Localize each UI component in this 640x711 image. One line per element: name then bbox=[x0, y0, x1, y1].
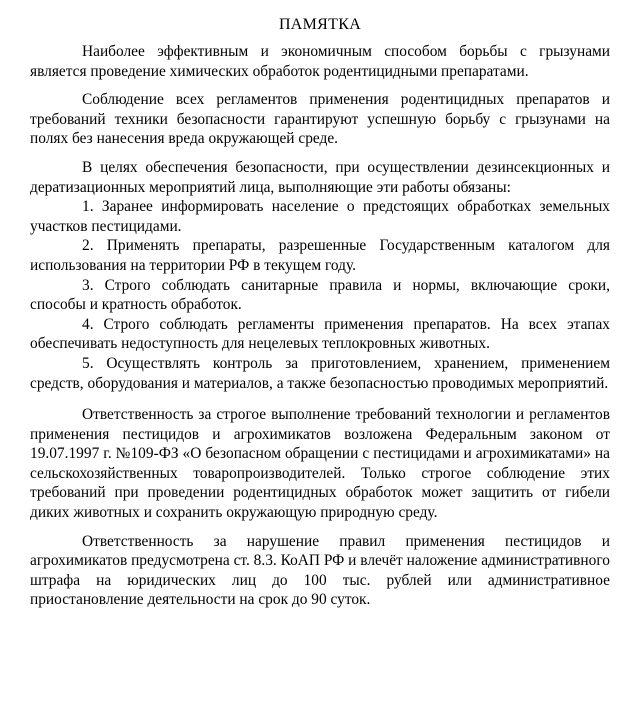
list-item: 3. Строго соблюдать санитарные правила и нормы, включающие сроки, способы и кратность обработок. bbox=[30, 276, 610, 314]
paragraph-intro: Наиболее эффективным и экономичным способом борьбы с грызунами является проведение химических обработок родентицидными препаратами. bbox=[30, 43, 610, 80]
list-item: 1. Заранее информировать население о предстоящих обработках земельных участков пестицидами. bbox=[30, 198, 610, 235]
paragraph-responsibility-penalty: Ответственность за нарушение правил применения пестицидов и агрохимикатов предусмотрена ст. 8.3. КоАП РФ и влечёт наложение административного штрафа на юридических лиц до 100 тыс. рублей или административное приостановление деятельности на срок до 90 суток. bbox=[30, 532, 610, 609]
obligations-list bbox=[30, 197, 610, 393]
paragraph-responsibility-law: Ответственность за строгое выполнение требований технологии и регламентов применения пестицидов и агрохимикатов возложена Федеральным законом от 19.07.1997 г. №109-ФЗ «О безопасном обращении с пестицидами и агрохимикатами» на сельскохозяйственных товаропроизводителей. Только строгое соблюдение этих требований при проведении родентицидных обработок может защитить от гибели диких животных и сохранить окружающую природную среду. bbox=[30, 406, 610, 522]
list-item: 2. Применять препараты, разрешенные Государственным каталогом для использования на территории РФ в текущем году. bbox=[30, 237, 610, 274]
list-item: 4. Строго соблюдать регламенты применения препаратов. На всех этапах обеспечивать недоступность для нецелевых теплокровных животных. bbox=[30, 315, 610, 353]
list-item: 5. Осуществлять контроль за приготовлением, хранением, применением средств, оборудования и материалов, а также безопасностью проводимых мероприятий. bbox=[30, 354, 610, 392]
paragraph-regulations: Соблюдение всех регламентов применения родентицидных препаратов и требований техники безопасности гарантируют успешную борьбу с грызунами на полях без нанесения вреда окружающей среде. bbox=[30, 91, 610, 148]
document-title: ПАМЯТКА bbox=[278, 16, 362, 33]
paragraph-obligations-lead: В целях обеспечения безопасности, при осуществлении дезинсекционных и дератизационных мероприятий лица, выполняющие эти работы обязаны: bbox=[30, 158, 610, 196]
